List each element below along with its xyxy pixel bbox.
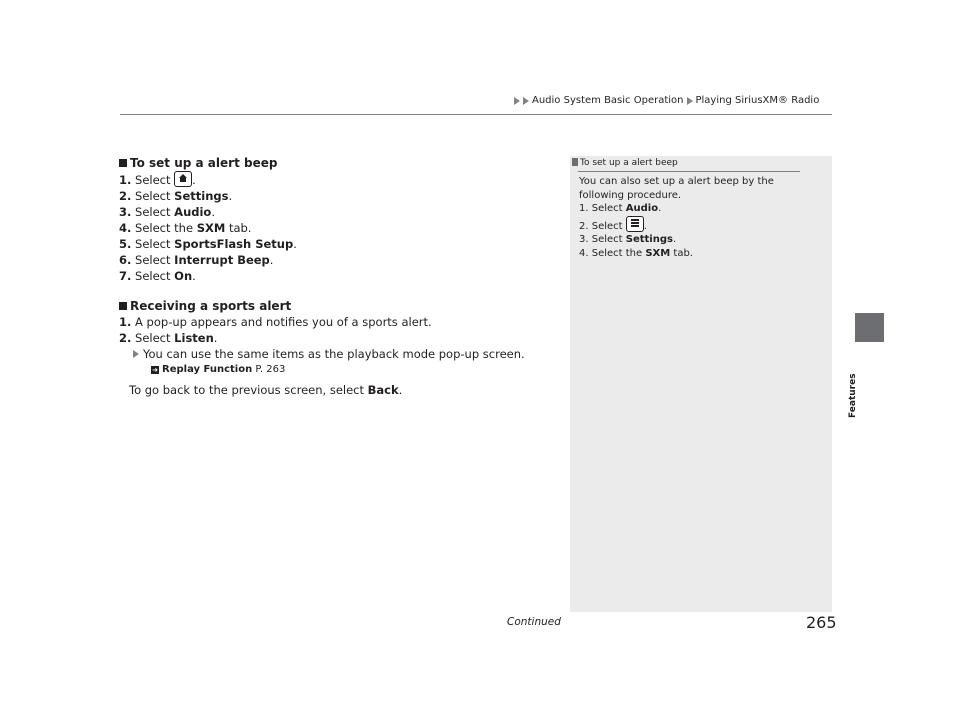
step-item: 7. Select On. — [119, 269, 196, 283]
step-item: 4. Select the SXM tab. — [119, 221, 252, 235]
cross-reference-link[interactable]: ➜ Replay Function P. 263 — [152, 364, 286, 375]
breadcrumb-topic[interactable]: Playing SiriusXM® Radio — [695, 95, 820, 106]
note-step: 4. Select the SXM tab. — [579, 247, 693, 259]
note-marker-icon — [572, 158, 578, 166]
side-note-body — [579, 175, 819, 260]
step-item: 3. Select Audio. — [119, 205, 215, 219]
home-icon — [174, 171, 192, 187]
step-item: 2. Select Settings. — [119, 189, 233, 203]
menu-icon — [626, 216, 644, 232]
main-content — [119, 155, 549, 398]
step-item: 1. A pop-up appears and notifies you of a sports alert. — [119, 315, 432, 329]
section-heading-sports-alert: Receiving a sports alert — [119, 298, 549, 314]
section-marker-icon — [119, 159, 127, 167]
page-number: 265 — [806, 613, 837, 632]
step-item: 6. Select Interrupt Beep. — [119, 253, 274, 267]
step-result: You can use the same items as the playback mode pop-up screen. — [119, 346, 549, 362]
side-note-intro: You can also set up a alert beep by the following procedure. — [579, 176, 774, 201]
header-divider — [120, 114, 832, 115]
side-note-title: To set up a alert beep — [570, 156, 832, 168]
section-heading-alert-beep: To set up a alert beep — [119, 155, 549, 171]
back-instruction: To go back to the previous screen, select Back. — [129, 383, 403, 397]
note-step: 1. Select Audio. — [579, 203, 662, 214]
breadcrumb-section[interactable]: Audio System Basic Operation — [532, 95, 684, 106]
continued-label: Continued — [507, 616, 561, 628]
breadcrumb-arrow-icon — [523, 97, 529, 105]
result-arrow-icon — [133, 350, 139, 358]
chapter-tab[interactable] — [855, 313, 884, 342]
note-step: 2. Select . — [579, 216, 819, 234]
side-note-divider — [578, 171, 800, 172]
breadcrumb-arrow-icon — [514, 97, 520, 105]
chapter-label: Features — [848, 373, 858, 418]
breadcrumb — [514, 95, 819, 106]
breadcrumb-arrow-icon — [687, 97, 693, 105]
note-step: 3. Select Settings. — [579, 234, 677, 245]
step-item: 5. Select SportsFlash Setup. — [119, 237, 297, 251]
link-arrow-icon: ➜ — [152, 366, 158, 374]
step-item: 2. Select Listen. — [119, 331, 218, 345]
section-marker-icon — [119, 302, 127, 310]
step-item: 1. Select . — [119, 173, 196, 187]
